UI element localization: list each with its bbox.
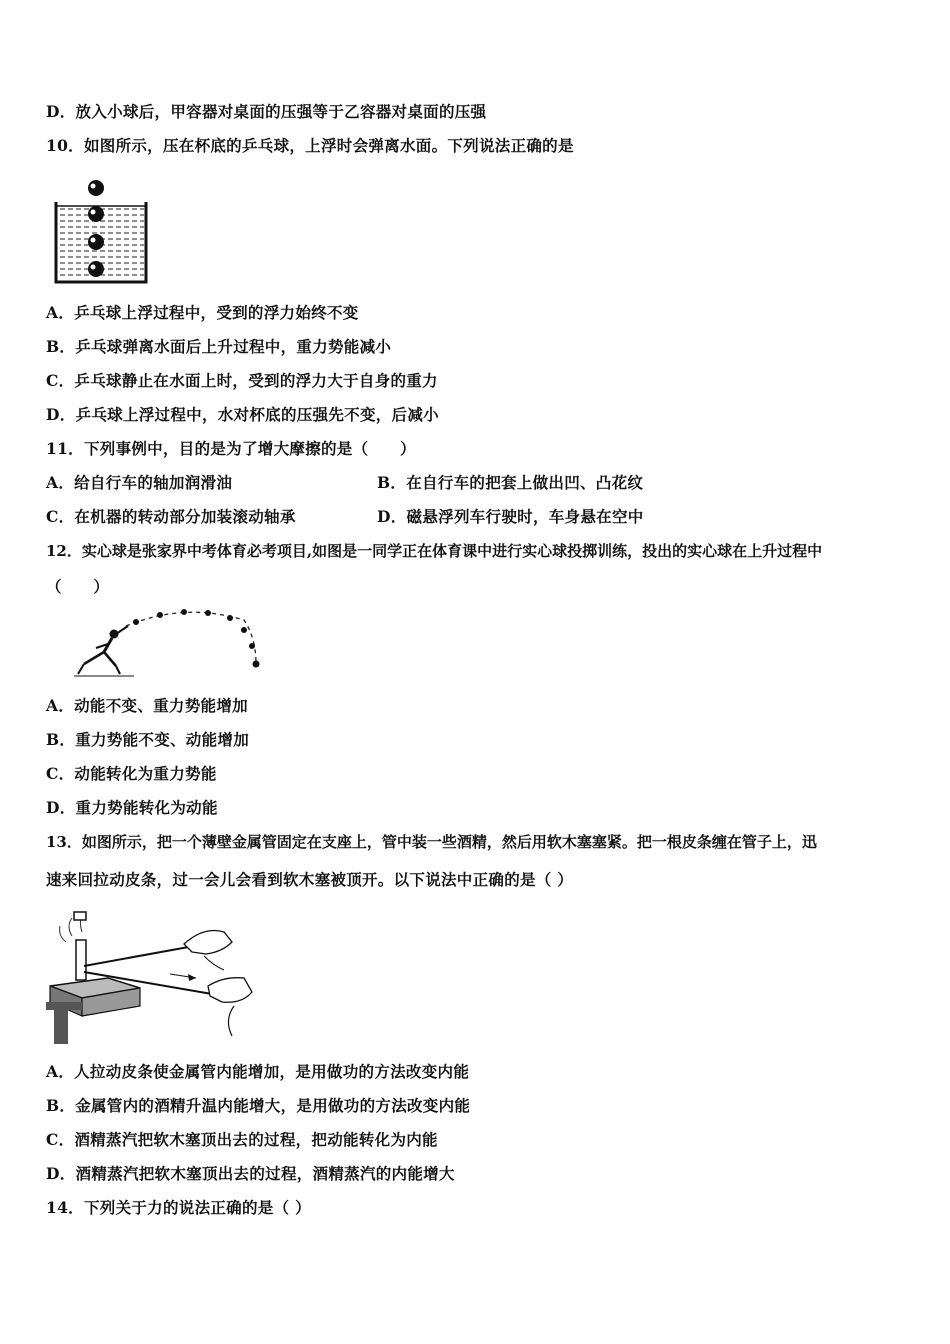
q13-option-a: A．人拉动皮条使金属管内能增加，是用做功的方法改变内能 — [46, 1062, 470, 1081]
q12-option-c: C．动能转化为重力势能 — [46, 764, 217, 783]
q11-option-a: A．给自行车的轴加润滑油 — [46, 473, 233, 492]
q11-option-b: B．在自行车的把套上做出凹、凸花纹 — [377, 473, 644, 492]
q9-option-d: D．放入小球后，甲容器对桌面的压强等于乙容器对桌面的压强 — [46, 102, 487, 121]
q10-stem: 10．如图所示，压在杯底的乒乓球，上浮时会弹离水面。下列说法正确的是 — [46, 136, 574, 155]
q13-metal-tube-figure — [44, 906, 268, 1046]
q10-beaker-figure — [52, 176, 150, 286]
q14-stem: 14．下列关于力的说法正确的是（ ） — [46, 1198, 311, 1217]
q13-option-d: D．酒精蒸汽把软木塞顶出去的过程，酒精蒸汽的内能增大 — [46, 1164, 455, 1183]
q13-option-c: C．酒精蒸汽把软木塞顶出去的过程，把动能转化为内能 — [46, 1130, 438, 1149]
q10-option-c: C．乒乓球静止在水面上时，受到的浮力大于自身的重力 — [46, 371, 438, 390]
q13-stem-line1: 13．如图所示，把一个薄壁金属管固定在支座上，管中装一些酒精，然后用软木塞塞紧。把一根皮条缠在管子上，迅 — [46, 833, 817, 851]
q11-option-c: C．在机器的转动部分加装滚动轴承 — [46, 507, 296, 526]
q12-option-a: A．动能不变、重力势能增加 — [46, 696, 248, 715]
q13-option-b: B．金属管内的酒精升温内能增大，是用做功的方法改变内能 — [46, 1096, 471, 1115]
q13-stem-line2: 速来回拉动皮条，过一会儿会看到软木塞被顶开。以下说法中正确的是（ ） — [46, 870, 574, 889]
q11-stem: 11．下列事例中，目的是为了增大摩擦的是（ ） — [46, 439, 416, 458]
q12-shot-put-figure — [74, 608, 264, 680]
q12-stem-line1: 12．实心球是张家界中考体育必考项目,如图是一同学正在体育课中进行实心球投掷训练，投出的实心球在上升过程中 — [46, 542, 823, 560]
q10-option-d: D．乒乓球上浮过程中，水对杯底的压强先不变，后减小 — [46, 405, 439, 424]
q12-option-b: B．重力势能不变、动能增加 — [46, 730, 250, 749]
q11-option-d: D．磁悬浮列车行驶时，车身悬在空中 — [377, 507, 644, 526]
q10-option-a: A．乒乓球上浮过程中，受到的浮力始终不变 — [46, 303, 359, 322]
q12-stem-line2: （ ） — [46, 577, 110, 596]
q12-option-d: D．重力势能转化为动能 — [46, 798, 218, 817]
q10-option-b: B．乒乓球弹离水面后上升过程中，重力势能减小 — [46, 337, 392, 356]
